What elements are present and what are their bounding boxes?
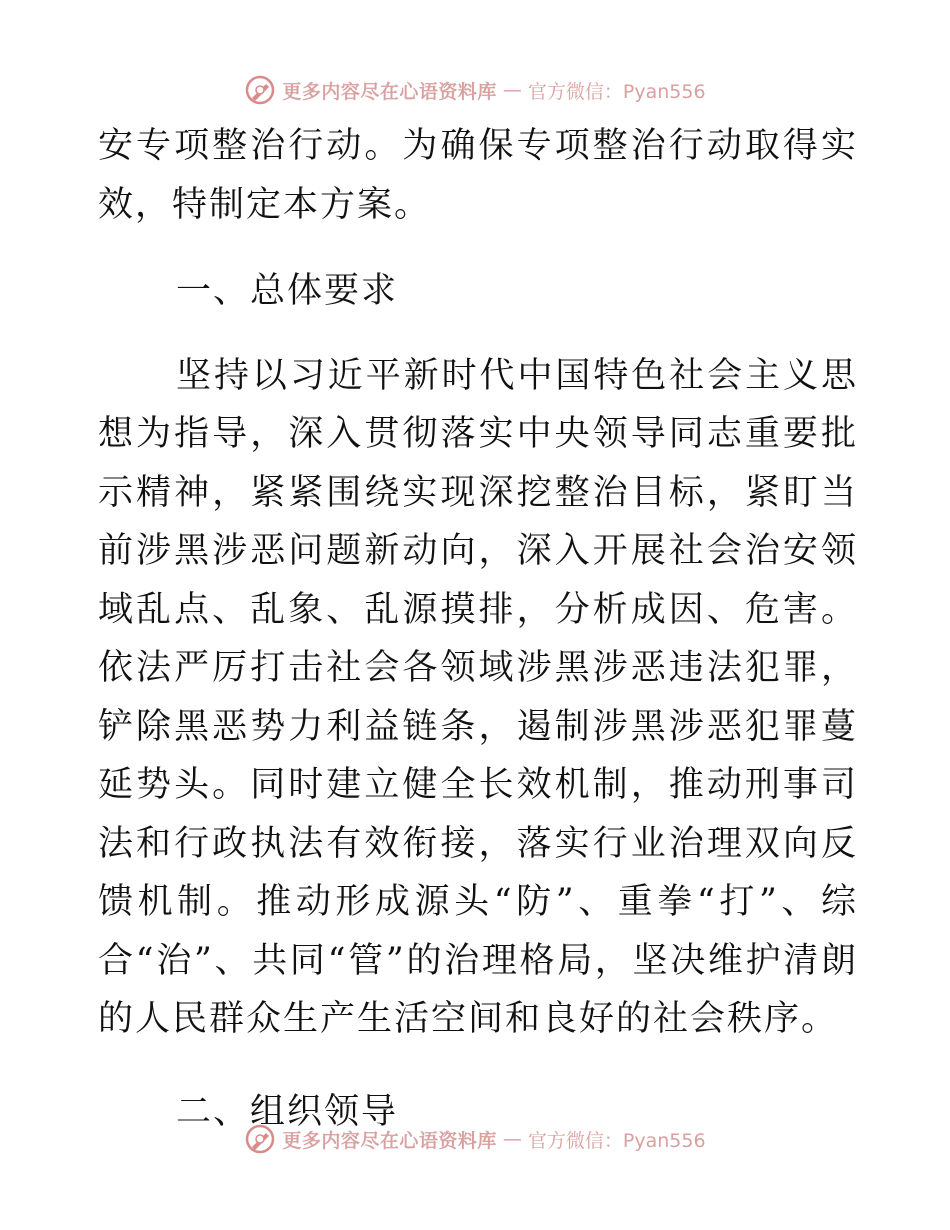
footer-watermark	[0, 1119, 950, 1159]
pen-logo-icon	[244, 74, 276, 106]
watermark-separator: —	[502, 79, 522, 101]
section-body-overall-requirements: 坚持以习近平新时代中国特色社会主义思想为指导，深入贯彻落实中央领导同志重要批示精神，紧紧围绕实现深挖整治目标，紧盯当前涉黑涉恶问题新动向，深入开展社会治安领域乱点、乱象、乱源摸排，分析成因、危害。依法严厉打击社会各领域涉黑涉恶违法犯罪，铲除黑恶势力利益链条，遏制涉黑涉恶犯罪蔓延势头。同时建立健全长效机制，推动刑事司法和行政执法有效衔接，落实行业治理双向反馈机制。推动形成源头“防”、重拳“打”、综合“治”、共同“管”的治理格局，坚决维护清朗的人民群众生产生活空间和良好的社会秩序。	[98, 355, 858, 1039]
watermark-contact: 官方微信：Pyan556	[527, 80, 706, 103]
watermark-contact: 官方微信：Pyan556	[527, 1129, 706, 1152]
watermark-separator: —	[502, 1128, 522, 1150]
intro-paragraph: 安专项整治行动。为确保专项整治行动取得实效，特制定本方案。	[98, 126, 858, 225]
section-heading-organization-leadership: 二、组织领导	[176, 1091, 399, 1132]
section-heading-overall-requirements: 一、总体要求	[176, 271, 399, 311]
document-body	[98, 117, 858, 1167]
watermark-site-text: 更多内容尽在心语资料库	[282, 80, 497, 103]
watermark-site-text: 更多内容尽在心语资料库	[282, 1129, 497, 1152]
header-watermark	[0, 70, 950, 110]
pen-logo-icon	[244, 1123, 276, 1155]
